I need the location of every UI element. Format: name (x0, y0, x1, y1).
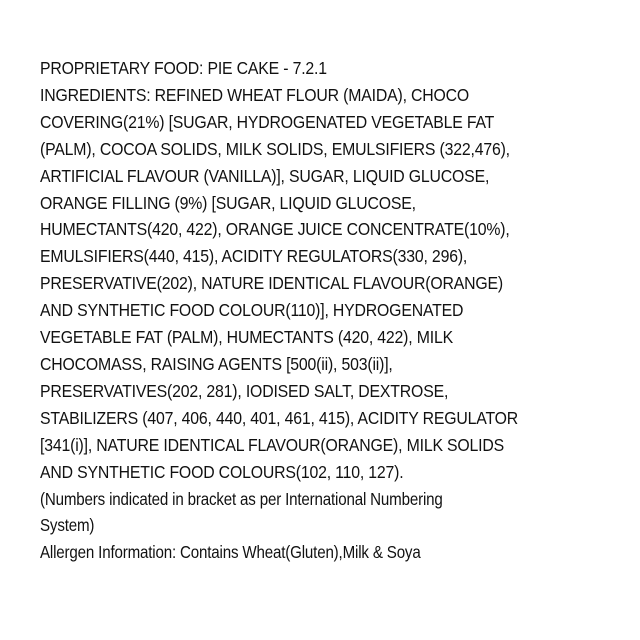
ingredients-line: VEGETABLE FAT (PALM), HUMECTANTS (420, 422), MILK (40, 327, 453, 348)
ingredients-line: CHOCOMASS, RAISING AGENTS [500(ii), 503(ii)], (40, 353, 393, 374)
ingredients-line: ORANGE FILLING (9%) [SUGAR, LIQUID GLUCOSE, (40, 192, 416, 213)
ingredients-line: PRESERVATIVES(202, 281), IODISED SALT, DEXTROSE, (40, 380, 449, 401)
food-label-text (40, 55, 620, 566)
ingredients-line: PRESERVATIVE(202), NATURE IDENTICAL FLAVOUR(ORANGE) (40, 273, 504, 294)
ingredients-line: STABILIZERS (407, 406, 440, 401, 461, 415), ACIDITY REGULATOR (40, 407, 519, 428)
ingredients-line: COVERING(21%) [SUGAR, HYDROGENATED VEGETABLE FAT (40, 111, 495, 132)
ingredients-line: HUMECTANTS(420, 422), ORANGE JUICE CONCENTRATE(10%), (40, 219, 510, 240)
ingredients-line: [341(i)], NATURE IDENTICAL FLAVOUR(ORANGE), MILK SOLIDS (40, 434, 505, 455)
ingredients-line: INGREDIENTS: REFINED WHEAT FLOUR (MAIDA), CHOCO (40, 84, 470, 105)
ingredients-line: ARTIFICIAL FLAVOUR (VANILLA)], SUGAR, LIQUID GLUCOSE, (40, 165, 490, 186)
allergen-info-line: Allergen Information: Contains Wheat(Gluten),Milk & Soya (40, 542, 421, 563)
ingredients-line: AND SYNTHETIC FOOD COLOUR(110)], HYDROGENATED (40, 300, 464, 321)
product-title-line: PROPRIETARY FOOD: PIE CAKE - 7.2.1 (40, 58, 327, 78)
ingredients-line: EMULSIFIERS(440, 415), ACIDITY REGULATORS(330, 296), (40, 246, 468, 267)
ingredients-line: AND SYNTHETIC FOOD COLOURS(102, 110, 127). (40, 461, 404, 482)
ingredients-line: (PALM), COCOA SOLIDS, MILK SOLIDS, EMULSIFIERS (322,476), (40, 138, 510, 159)
ins-note-line: System) (40, 515, 95, 536)
ins-note-line: (Numbers indicated in bracket as per International Numbering (40, 488, 443, 509)
